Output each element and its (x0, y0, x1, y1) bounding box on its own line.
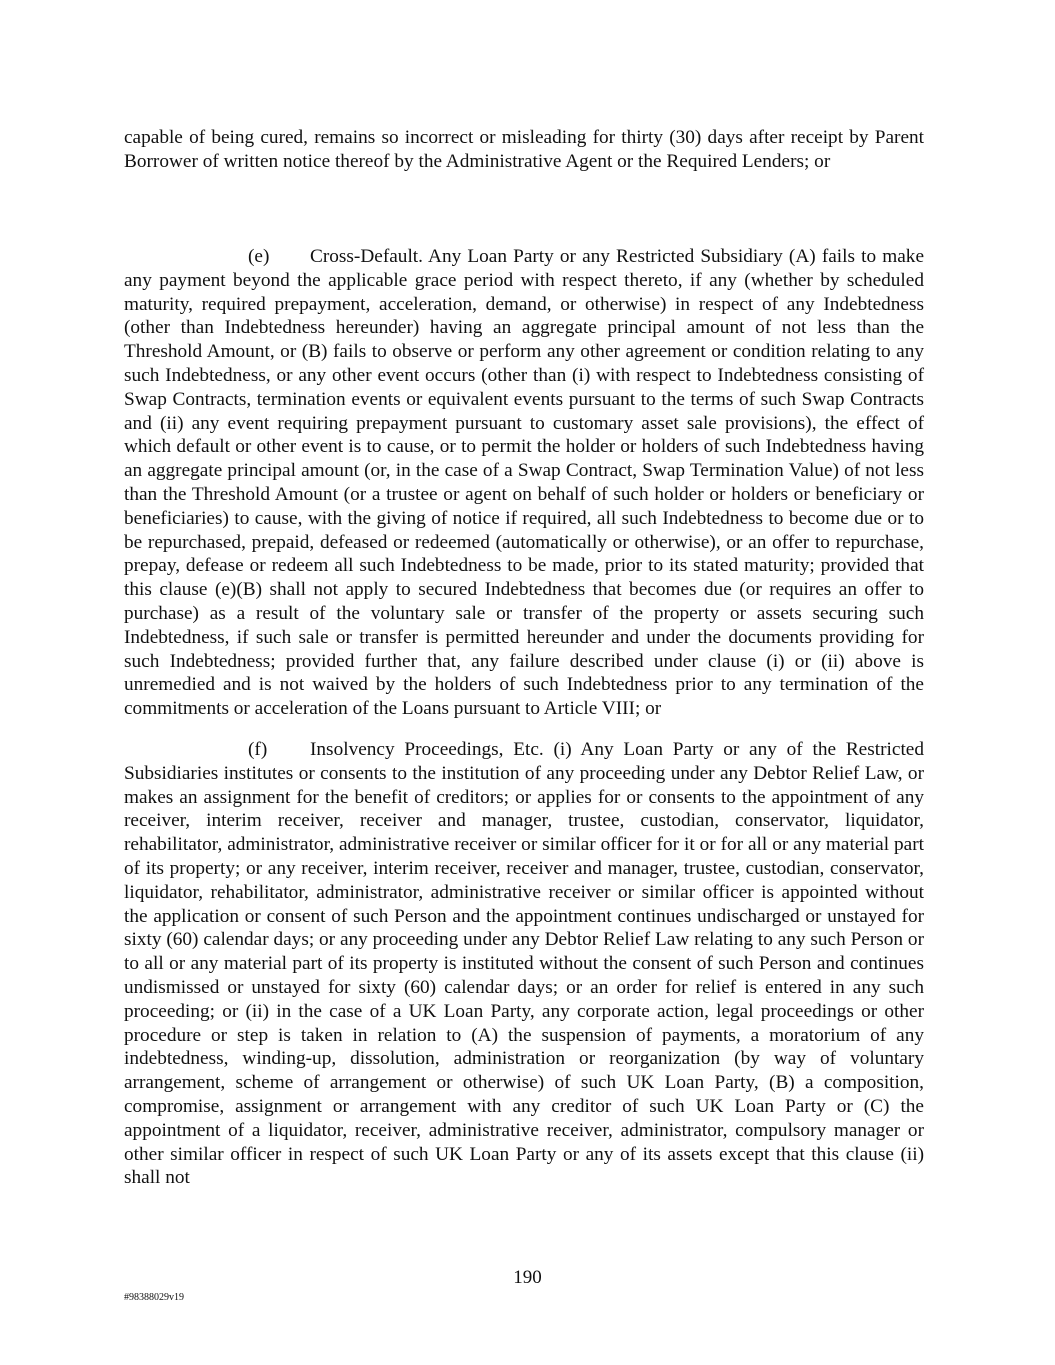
section-e-text: Cross-Default. Any Loan Party or any Restricted Subsidiary (A) fails to make any payment beyond the applicable grace period with respect thereto, if any (whether by scheduled maturity, required prepayment, acceleration, demand, or otherwise) in respect of any Indebtedness (other than Indebtedness hereunder) having an aggregate principal amount of not less than the Threshold Amount, or (B) fails to observe or perform any other agreement or condition relating to any such Indebtedness, or any other event occurs (other than (i) with respect to Indebtedness consisting of Swap Contracts, termination events or equivalent events pursuant to the terms of such Swap Contracts and (ii) any event requiring prepayment pursuant to customary asset sale provisions), the effect of which default or other event is to cause, or to permit the holder or holders of such Indebtedness having an aggregate principal amount (or, in the case of a Swap Contract, Swap Termination Value) of not less than the Threshold Amount (or a trustee or agent on behalf of such holder or holders or beneficiary or beneficiaries) to cause, with the giving of notice if required, all such Indebtedness to become due or to be repurchased, prepaid, defeased or redeemed (automatically or otherwise), or an offer to repurchase, prepay, defease or redeem all such Indebtedness to be made, prior to its stated maturity; provided that this clause (e)(B) shall not apply to secured Indebtedness that becomes due (or requires an offer to purchase) as a result of the voluntary sale or transfer of the property or assets securing such Indebtedness, if such sale or transfer is permitted hereunder and under the documents providing for such Indebtedness; provided further that, any failure described under clause (i) or (ii) above is unremedied and is not waived by the holders of such Indebtedness prior to any termination of the commitments or acceleration of the Loans pursuant to Article VIII; or (124, 246, 924, 720)
section-f-text: Insolvency Proceedings, Etc. (i) Any Loan Party or any of the Restricted Subsidiaries institutes or consents to the institution of any proceeding under any Debtor Relief Law, or makes an assignment for the benefit of creditors; or applies for or consents to the appointment of any receiver, interim receiver, receiver and manager, trustee, custodian, conservator, liquidator, rehabilitator, administrator, administrative receiver or similar officer for it or for all or any material part of its property; or any receiver, interim receiver, receiver and manager, trustee, custodian, conservator, liquidator, rehabilitator, administrator, administrative receiver or similar officer is appointed without the application or consent of such Person and the appointment continues undischarged or unstayed for sixty (60) calendar days; or any proceeding under any Debtor Relief Law relating to any such Person or to all or any material part of its property is instituted without the consent of such Person and continues undismissed or unstayed for sixty (60) calendar days; or an order for relief is entered in any such proceeding; or (ii) in the case of a UK Loan Party, any corporate action, legal proceedings or other procedure or step is taken in relation to (A) the suspension of payments, a moratorium of any indebtedness, winding-up, dissolution, administration or reorganization (by way of voluntary arrangement, scheme of arrangement or otherwise) of such UK Loan Party, (B) a composition, compromise, assignment or arrangement with any creditor of such UK Loan Party or (C) the appointment of a liquidator, receiver, administrative receiver, administrator, compulsory manager or other similar officer in respect of such UK Loan Party or any of its assets except that this clause (ii) shall not (124, 739, 924, 1189)
document-id: #98388029v19 (124, 1292, 184, 1303)
section-f-marker: (f) (248, 739, 268, 760)
section-e-marker: (e) (248, 246, 270, 267)
section-e-paragraph (124, 245, 924, 721)
page-number: 190 (513, 1267, 542, 1288)
paragraph-continued: capable of being cured, remains so incorrect or misleading for thirty (30) days after receipt by Parent Borrower of written notice thereof by the Administrative Agent or the Required Lenders; or (124, 127, 924, 172)
section-f-paragraph (124, 738, 924, 1190)
